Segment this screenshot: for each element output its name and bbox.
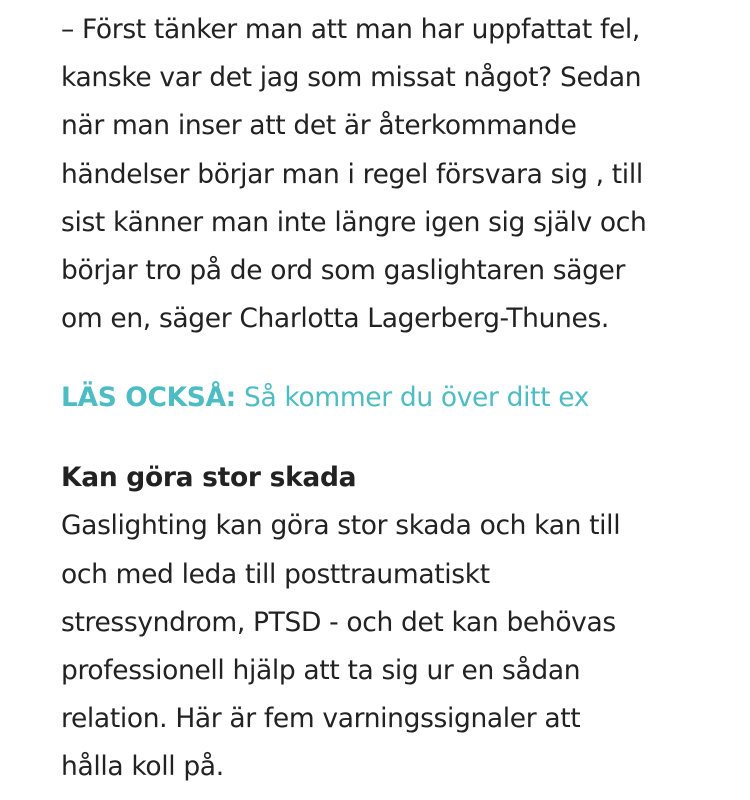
paragraph-line: hålla koll på. xyxy=(61,751,224,783)
paragraph-line: Gaslighting kan göra stor skada och kan till xyxy=(61,510,621,542)
read-also-link[interactable]: Så kommer du över ditt ex xyxy=(244,382,590,414)
article-body xyxy=(61,6,701,792)
paragraph-line: sist känner man inte längre igen sig själv och xyxy=(61,206,647,238)
paragraph-line: när man inser att det är återkommande xyxy=(61,110,577,142)
paragraph-line: – Först tänker man att man har uppfattat fel, xyxy=(61,14,640,45)
paragraph-line: kanske var det jag som missat något? Sedan xyxy=(61,62,642,94)
body-paragraph xyxy=(61,502,701,791)
section-heading: Kan göra stor skada xyxy=(61,462,357,494)
paragraph-line: om en, säger Charlotta Lagerberg-Thunes. xyxy=(61,303,609,335)
paragraph-line: stressyndrom, PTSD - och det kan behövas xyxy=(61,606,616,638)
read-also-box xyxy=(61,374,701,422)
paragraph-line: händelser börjar man i regel försvara sig , till xyxy=(61,158,643,190)
paragraph-line: relation. Här är fem varningssignaler att xyxy=(61,703,581,735)
quote-paragraph xyxy=(61,6,701,343)
paragraph-line: professionell hjälp att ta sig ur en sådan xyxy=(61,655,581,687)
paragraph-line: och med leda till posttraumatiskt xyxy=(61,558,490,590)
paragraph-line: börjar tro på de ord som gaslightaren säger xyxy=(61,255,626,287)
read-also-label: LÄS OCKSÅ: xyxy=(61,382,236,414)
